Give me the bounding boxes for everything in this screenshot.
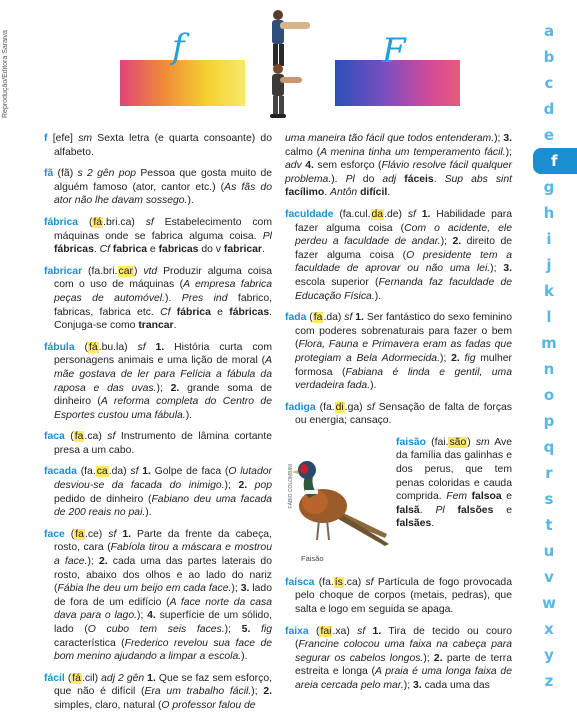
headword: fã bbox=[44, 168, 54, 180]
index-letter-j[interactable]: j bbox=[546, 256, 552, 274]
headword: faísca bbox=[285, 576, 315, 588]
entry-fadiga: fadiga (fa.di.ga) sf Sensação de falta de forças ou energia; cansaço. bbox=[285, 401, 512, 427]
entry-fada: fada (fa.da) sf 1. Ser fantástico do sexo feminino com poderes sobrenaturais para fazer o bem (Flora, Fauna e Primavera eram as fadas que protegiam a Bela Adormecida.); 2. fig mulher formosa (Fabiana é linda e gentil, uma verdadeira fada.). bbox=[285, 312, 513, 392]
index-letter-c[interactable]: c bbox=[544, 74, 554, 92]
index-letter-v[interactable]: v bbox=[544, 568, 554, 586]
headword: faixa bbox=[285, 625, 309, 637]
headword: faisão bbox=[396, 436, 427, 448]
index-letter-w[interactable]: w bbox=[542, 594, 556, 612]
index-letter-a[interactable]: a bbox=[543, 22, 555, 40]
index-letter-e[interactable]: e bbox=[543, 126, 555, 144]
stressed-syllable: di bbox=[335, 401, 344, 413]
dictionary-column-left bbox=[44, 132, 272, 718]
entry-fabricar: fabricar (fa.bri.car) vtd Produzir alguma coisa com o uso de máquinas (A empresa fabrica peças de automóvel.). Pres ind fabrico, fabricas, fabrica etc. Cf fábrica e fábricas. Conjuga-se como trancar. bbox=[44, 265, 273, 332]
pheasant-photo bbox=[285, 436, 390, 566]
index-letter-z[interactable]: z bbox=[544, 672, 554, 690]
entry-facada: facada (fa.ca.da) sf 1. Golpe de faca (O lutador desviou-se da facada do inimigo.); 2. pop pedido de dinheiro (Fabiano deu uma facada de 200 reais no pai.). bbox=[44, 466, 272, 519]
headword: fábula bbox=[44, 341, 75, 353]
index-letter-k[interactable]: k bbox=[544, 282, 554, 300]
headword: faca bbox=[44, 431, 65, 443]
stressed-syllable: fá bbox=[72, 672, 81, 684]
index-letter-r[interactable]: r bbox=[545, 464, 553, 482]
stressed-syllable: fa bbox=[74, 431, 84, 443]
stressed-syllable: car bbox=[118, 265, 133, 277]
entry-faculdade: faculdade (fa.cul.da.de) sf 1. Habilidade para fazer alguma coisa (Com o acidente, ele perdeu a faculdade de andar.); 2. direito de fazer alguma coisa (O presidente tem a faculdade de aprovar ou não uma lei.); 3. escola superior (Fernanda faz faculdade de Educação Física.). bbox=[285, 208, 513, 302]
dictionary-column-right bbox=[285, 132, 512, 701]
entry-faisca: faísca (fa.ís.ca) sf Partícula de fogo provocada pelo choque de corpos (metais, pedras), que salta e logo em seguida se apaga. bbox=[285, 576, 512, 616]
image-credit: Reprodução/Editora Saraiva bbox=[2, 30, 9, 118]
index-letter-s[interactable]: s bbox=[544, 490, 554, 508]
stressed-syllable: são bbox=[449, 436, 467, 448]
index-letter-p[interactable]: p bbox=[543, 412, 555, 430]
pheasant-illustration bbox=[285, 436, 390, 554]
headword: facada bbox=[44, 466, 77, 478]
stressed-syllable: ís bbox=[334, 576, 343, 588]
stressed-syllable: fá bbox=[89, 341, 98, 353]
index-letter-h[interactable]: h bbox=[543, 204, 555, 222]
entry-f: f [efe] sm Sexta letra (e quarta consoante) do alfabeto. bbox=[44, 133, 272, 158]
stressed-syllable: fai bbox=[320, 625, 332, 637]
headword: fadiga bbox=[285, 401, 316, 413]
index-letter-t[interactable]: t bbox=[545, 516, 553, 534]
index-letter-q[interactable]: q bbox=[543, 438, 555, 456]
index-letter-f[interactable]: f bbox=[533, 148, 577, 174]
cursive-uppercase-letter: F bbox=[382, 31, 406, 71]
cursive-lowercase-letter: f bbox=[172, 27, 185, 67]
index-letter-u[interactable]: u bbox=[543, 542, 555, 560]
entry-facil: fácil (fá.cil) adj 2 gên 1. Que se faz sem esforço, que não é difícil (Era um trabalho fácil.); 2. simples, claro, natural (O professor falou de bbox=[44, 672, 272, 711]
headword: fácil bbox=[44, 672, 65, 684]
entry-face: face (fa.ce) sf 1. Parte da frente da cabeça, rosto, cara (Fabíola tirou a máscara e mostrou a face.); 2. cada uma das partes laterais do rosto, abaixo dos olhos e ao lado do nariz (Fábia lhe deu um beijo em cada face.); 3. lado de fora de um edifício (A face norte da casa dava para o lago.); 4. superfície de um sólido, lado (O cubo tem seis faces.); 5. fig característica (Frederico revelou sua face de bom menino ajudando a limpar a escola.). bbox=[44, 528, 273, 663]
index-letter-o[interactable]: o bbox=[543, 386, 555, 404]
stressed-syllable: fá bbox=[93, 216, 103, 228]
headword: f bbox=[44, 133, 48, 144]
entry-fa: fã (fã) s 2 gên pop Pessoa que gosta muito de alguém famoso (ator, cantor etc.) (As fãs do ator não lhe davam sossego.). bbox=[44, 168, 273, 207]
headword: face bbox=[44, 528, 65, 540]
index-letter-y[interactable]: y bbox=[544, 646, 554, 664]
headword: fabricar bbox=[44, 265, 83, 277]
chapter-header bbox=[120, 8, 460, 118]
stressed-syllable: fa bbox=[75, 528, 84, 540]
stressed-syllable: da bbox=[371, 208, 384, 220]
index-letter-n[interactable]: n bbox=[543, 360, 555, 378]
index-letter-l[interactable]: l bbox=[546, 308, 552, 326]
entry-faixa: faixa (fai.xa) sf 1. Tira de tecido ou couro (Francine colocou uma faixa na cabeça para segurar os cabelos longos.); 2. parte de terra estreita e longa (A praia é uma longa faixa de areia cercada pelo mar.); 3. cada uma das bbox=[285, 625, 512, 692]
photo-credit: FÁBIO COLOMBINI bbox=[288, 463, 294, 509]
entry-facil-continued: uma maneira tão fácil que todos entenderam.); 3. calmo (A menina tinha um temperamento fácil.); adv 4. sem esforço (Flávio resolve fácil qualquer problema.). Pl do adj fáceis. Sup abs sint facílimo. Antôn difícil. bbox=[285, 133, 512, 199]
entry-faca: faca (fa.ca) sf Instrumento de lâmina cortante presa a um cabo. bbox=[44, 431, 273, 456]
photo-caption: Faisão bbox=[301, 554, 324, 564]
stressed-syllable: ca bbox=[96, 466, 108, 478]
headword: fábrica bbox=[44, 216, 79, 228]
headword: faculdade bbox=[285, 208, 334, 220]
index-letter-i[interactable]: i bbox=[546, 230, 552, 248]
index-letter-g[interactable]: g bbox=[543, 178, 555, 196]
entry-fabula: fábula (fá.bu.la) sf 1. História curta com personagens animais e uma lição de moral (A mãe gostava de ler para Felícia a fábula da raposa e das uvas.); 2. grande soma de dinheiro (A reforma completa do Centro de Esportes custou uma fábula.). bbox=[44, 341, 272, 421]
index-letter-m[interactable]: m bbox=[541, 334, 557, 352]
stressed-syllable: fa bbox=[313, 312, 323, 324]
alphabet-index bbox=[521, 18, 577, 694]
human-letter-f-illustration bbox=[258, 8, 314, 120]
index-letter-x[interactable]: x bbox=[544, 620, 554, 638]
entry-faisao: FÁBIO COLOMBINI Faisão faisão (fai.são) sm Ave da família das galinhas e dos perus, que tem penas coloridas e cauda comprida. Fem falsoa e falsã. Pl falsões e falsães. bbox=[285, 436, 512, 568]
headword: fada bbox=[285, 312, 307, 324]
index-letter-b[interactable]: b bbox=[543, 48, 555, 66]
index-letter-d[interactable]: d bbox=[543, 100, 555, 118]
entry-fabrica: fábrica (fá.bri.ca) sf Estabelecimento com máquinas onde se fabrica alguma coisa. Pl fábricas. Cf fabrica e fabricas do v fabricar. bbox=[44, 216, 272, 256]
